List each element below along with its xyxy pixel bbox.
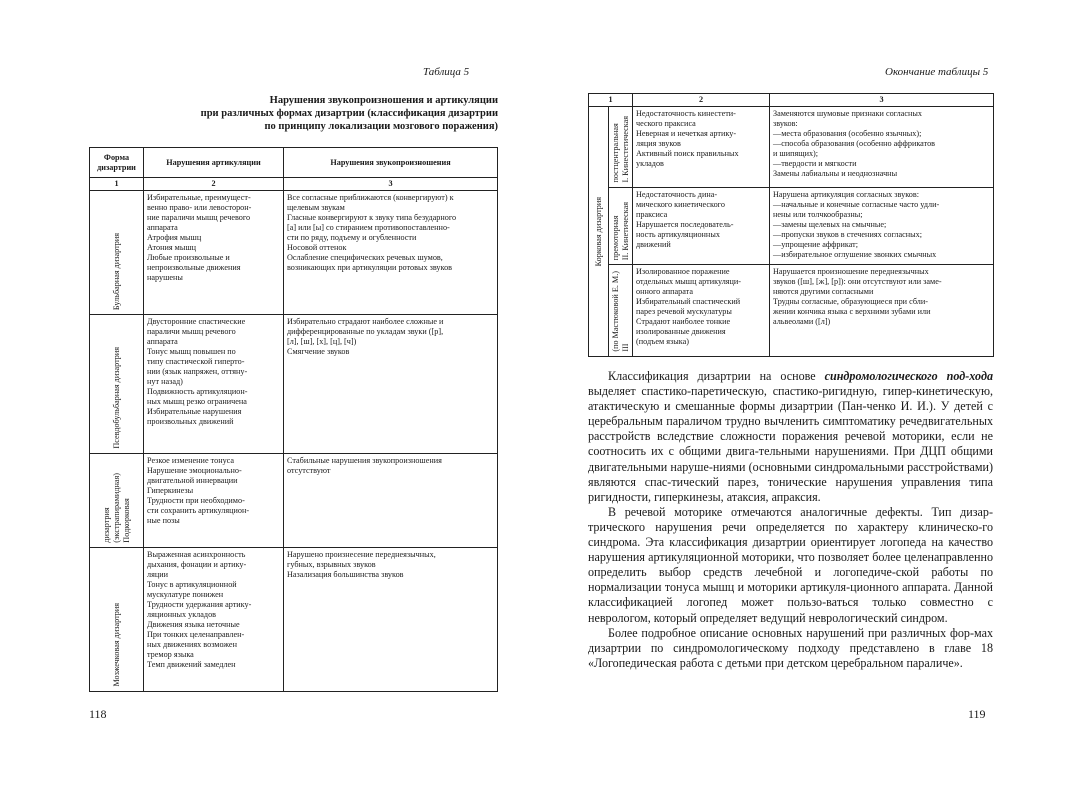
cell-line: Выраженная асинхронность	[147, 550, 246, 559]
cell-line: Ослабление специфических речевых шумов,	[287, 253, 443, 262]
col-number: 1	[589, 94, 633, 107]
cell-line: альвеолами ([л])	[773, 317, 831, 326]
header-form: Форма дизартрии	[90, 148, 144, 178]
cell-line: Нарушена артикуляция согласных звуков:	[773, 190, 919, 199]
table-row	[90, 191, 498, 315]
cell-line: Избирательный спастический	[636, 297, 741, 306]
table-title-line: при различных формах дизартрии (классификация дизартрии	[200, 108, 498, 119]
cell-line: ляционных укладов	[147, 610, 217, 619]
articulation-cell	[144, 454, 284, 548]
cell-line: Трудности при необходимо-	[147, 496, 245, 505]
sound-cell	[770, 188, 994, 265]
header-sound: Нарушения звукопроизношения	[284, 148, 498, 178]
cell-line: Трудности удержания артику-	[147, 600, 252, 609]
sound-cell	[284, 315, 498, 454]
cell-line: нены или толчкообразны;	[773, 210, 863, 219]
table-title	[88, 94, 498, 133]
sound-cell	[284, 191, 498, 315]
col-number: 2	[633, 94, 770, 107]
row-form-label: Мозжечковая дизартрия	[90, 548, 144, 692]
cell-line: Избирательные нарушения	[147, 407, 242, 416]
cell-line: ных мышц резко ограничена	[147, 397, 247, 406]
header-articulation: Нарушения артикуляции	[144, 148, 284, 178]
cell-line: венно право- или левосторон-	[147, 203, 252, 212]
table-row	[589, 265, 994, 357]
cell-line: движений	[636, 240, 671, 249]
cell-line: Подвижность артикуляцион-	[147, 387, 248, 396]
cell-line: (подъем языка)	[636, 337, 689, 346]
cell-line: Нарушается последователь-	[636, 220, 734, 229]
table-row	[90, 315, 498, 454]
cell-line: мического кинетического	[636, 200, 725, 209]
cell-line: Атрофия мышц	[147, 233, 202, 242]
paragraph: Классификация дизартрии на основе синдромологического под-хода выделяет спастико-паретическую, спастико-ригидную, гипер-кинетическую, атактическую и смешанные формы дизартрии (Пан-ченко И. И.). У детей с церебральным параличом трудно вычленить симптоматику речедвигательных расстройств вследствие сложности поражения речевой моторики, если не соотносить их с общими двига-тельными нарушениями. При ДЦП общими двигательными наруше-ниями (основными синдромальными расстройствами) являются спас-тический парез, тонические нарушения управления типа ригидности, гиперкинезы, атаксия, апраксия.	[588, 369, 993, 504]
cell-line: Тонус мышц повышен по	[147, 347, 236, 356]
cell-line: двигательной иннервации	[147, 476, 238, 485]
cell-line: изолированные движения	[636, 327, 726, 336]
articulation-cell	[633, 265, 770, 357]
cell-line: Темп движений замедлен	[147, 660, 236, 669]
table-label: Таблица 5	[423, 66, 470, 78]
cell-line: Нарушение эмоционально-	[147, 466, 242, 475]
emphasis: синдромологического под-хода	[824, 369, 993, 383]
cell-line: параличи мышц речевого	[147, 327, 236, 336]
cell-line: дыхания, фонации и артику-	[147, 560, 247, 569]
cell-line: Двусторонние спастические	[147, 317, 246, 326]
cell-line: [л], [ш], [х], [ц], [ч])	[287, 337, 357, 346]
cell-line: Избирательные, преимущест-	[147, 193, 251, 202]
page-number: 119	[968, 707, 986, 721]
cell-line: щелевым звукам	[287, 203, 345, 212]
cell-line: звуков ([ш], [ж], [р]): они отсутствуют или заме-	[773, 277, 942, 286]
cell-line: При тонких целенаправлен-	[147, 630, 245, 639]
dysarthria-table-continued	[588, 93, 994, 357]
cell-line: дифференцированные по укладам звуки ([р],	[287, 327, 444, 336]
cell-line: Стабильные нарушения звукопроизношения	[287, 456, 442, 465]
cell-line: Назализация большинства звуков	[287, 570, 404, 579]
articulation-cell	[144, 191, 284, 315]
cell-line: Гиперкинезы	[147, 486, 194, 495]
articulation-cell	[633, 188, 770, 265]
cell-line: Тонус в артикуляционной	[147, 580, 237, 589]
cell-line: нарушены	[147, 273, 183, 282]
cell-line: —способа образования (особенно аффрикатов	[773, 139, 936, 148]
cell-line: —твердости и мягкости	[773, 159, 857, 168]
cell-line: отдельных мышц артикуляци-	[636, 277, 742, 286]
paragraph: В речевой моторике отмечаются аналогичные дефекты. Тип дизар-трического нарушения речи определяется по характеру клиническо-го синдрома. Эта классификация дизартрии ориентирует логопеда на качество нарушения артикуляционной моторики, что позволяет более целенаправленно определить выбор средств лечебной и логопедиче-ской работы по нормализации тонуса мышц и моторики артикуля-ционного аппарата. Данной классификацией логопед может пользо-ваться только совместно с неврологом, который определяет ведущий неврологический синдром.	[588, 504, 993, 625]
row-form-label: премоторная II. Кинетическая	[609, 188, 633, 265]
sound-cell	[770, 265, 994, 357]
articulation-cell	[633, 107, 770, 188]
cell-line: типу спастической гиперто-	[147, 357, 245, 366]
cell-line: возникающих при артикуляции ротовых звуков	[287, 263, 453, 272]
cell-line: праксиса	[636, 210, 668, 219]
cell-line: Недостаточность дина-	[636, 190, 718, 199]
cell-line: ляция звуков	[636, 139, 681, 148]
cell-line: Заменяются шумовые признаки согласных	[773, 109, 922, 118]
cell-line: Резкое изменение тонуса	[147, 456, 235, 465]
col-number: 3	[770, 94, 994, 107]
cell-line: отсутствуют	[287, 466, 331, 475]
cell-line: Неверная и нечеткая артику-	[636, 129, 737, 138]
cell-line: —места образования (особенно язычных);	[773, 129, 922, 138]
row-form-label: дизартрия (экстрапирамидная) Подкорковая	[90, 454, 144, 548]
cell-line: Нарушено произнесение переднеязычных,	[287, 550, 436, 559]
cell-line: укладов	[636, 159, 664, 168]
cell-line: —упрощение аффрикат;	[773, 240, 859, 249]
cell-line: звуков:	[773, 119, 798, 128]
cell-line: Недостаточность кинестети-	[636, 109, 736, 118]
cell-line: аппарата	[147, 337, 178, 346]
row-form-label: Псевдобульбарная дизартрия	[90, 315, 144, 454]
cell-line: парез речевой мускулатуры	[636, 307, 732, 316]
sound-cell	[770, 107, 994, 188]
cell-line: —замены щелевых на смычные;	[773, 220, 887, 229]
cell-line: ные позы	[147, 516, 180, 525]
sound-cell	[284, 548, 498, 692]
row-form-label: постцентральная I. Кинестетическая	[609, 107, 633, 188]
row-form-label: Бульбарная дизартрия	[90, 191, 144, 315]
cell-line: Нарушается произношение переднеязычных	[773, 267, 929, 276]
col-number: 3	[284, 178, 498, 191]
sound-cell	[284, 454, 498, 548]
cell-line: и шипящих);	[773, 149, 819, 158]
cell-line: нут назад)	[147, 377, 183, 386]
paragraph: Более подробное описание основных нарушений при различных фор-мах дизартрии по синдромологическому подходу представлено в главе 18 «Логопедическая работа с детьми при детском церебральном параличе».	[588, 625, 993, 670]
cell-line: непроизвольные движения	[147, 263, 241, 272]
table-row	[589, 188, 994, 265]
cell-line: Движения языка неточные	[147, 620, 240, 629]
cell-line: Избирательно страдают наиболее сложные и	[287, 317, 444, 326]
group-label: Корковая дизартрия	[589, 107, 609, 357]
cell-line: —начальные и конечные согласные часто удли-	[773, 200, 940, 209]
cell-line: губных, взрывных звуков	[287, 560, 376, 569]
cell-line: Все согласные приближаются (конвергируют) к	[287, 193, 454, 202]
table-title-line: Нарушения звукопроизношения и артикуляции	[269, 95, 498, 106]
row-form-label: (по Мастюковой Е. М.) III	[609, 265, 633, 357]
cell-line: аппарата	[147, 223, 178, 232]
col-number: 2	[144, 178, 284, 191]
col-number: 1	[90, 178, 144, 191]
cell-line: —пропуски звуков в стечениях согласных;	[773, 230, 923, 239]
cell-line: Активный поиск правильных	[636, 149, 739, 158]
cell-line: Трудны согласные, образующиеся при сбли-	[773, 297, 929, 306]
cell-line: Изолированное поражение	[636, 267, 730, 276]
table-title-line: по принципу локализации мозгового поражения)	[264, 121, 498, 132]
cell-line: ность артикуляционных	[636, 230, 720, 239]
cell-line: Страдают наиболее тонкие	[636, 317, 731, 326]
cell-line: тремор языка	[147, 650, 194, 659]
cell-line: Носовой оттенок	[287, 243, 347, 252]
cell-line: Любые произвольные и	[147, 253, 230, 262]
table-label: Окончание таблицы 5	[885, 66, 989, 78]
cell-line: Атония мышц	[147, 243, 197, 252]
cell-line: ляции	[147, 570, 168, 579]
cell-line: сти по ряду, подъему и огубленности	[287, 233, 417, 242]
table-row	[90, 548, 498, 692]
cell-line: ческого праксиса	[636, 119, 696, 128]
dysarthria-table	[89, 147, 498, 692]
cell-line: [а] или [ы] со стиранием противопоставленно-	[287, 223, 450, 232]
cell-line: онного аппарата	[636, 287, 693, 296]
articulation-cell	[144, 315, 284, 454]
cell-line: няются другими согласными	[773, 287, 874, 296]
cell-line: Замены лабиальны и неоднозначны	[773, 169, 898, 178]
cell-line: произвольных движений	[147, 417, 234, 426]
table-row	[90, 454, 498, 548]
articulation-cell	[144, 548, 284, 692]
cell-line: —избирательное оглушение звонких смычных	[773, 250, 937, 259]
cell-line: Гласные конвергируют к звуку типа безударного	[287, 213, 457, 222]
body-text	[588, 369, 993, 671]
cell-line: Смягчение звуков	[287, 347, 350, 356]
cell-line: сти сохранить артикуляцион-	[147, 506, 250, 515]
cell-line: нии (язык напряжен, оттяну-	[147, 367, 248, 376]
cell-line: ных движениях возможен	[147, 640, 237, 649]
cell-line: ние параличи мышц речевого	[147, 213, 251, 222]
table-row	[589, 107, 994, 188]
cell-line: мускулатуре понижен	[147, 590, 224, 599]
cell-line: жении кончика языка с верхними зубами или	[773, 307, 931, 316]
page-number: 118	[89, 707, 107, 721]
